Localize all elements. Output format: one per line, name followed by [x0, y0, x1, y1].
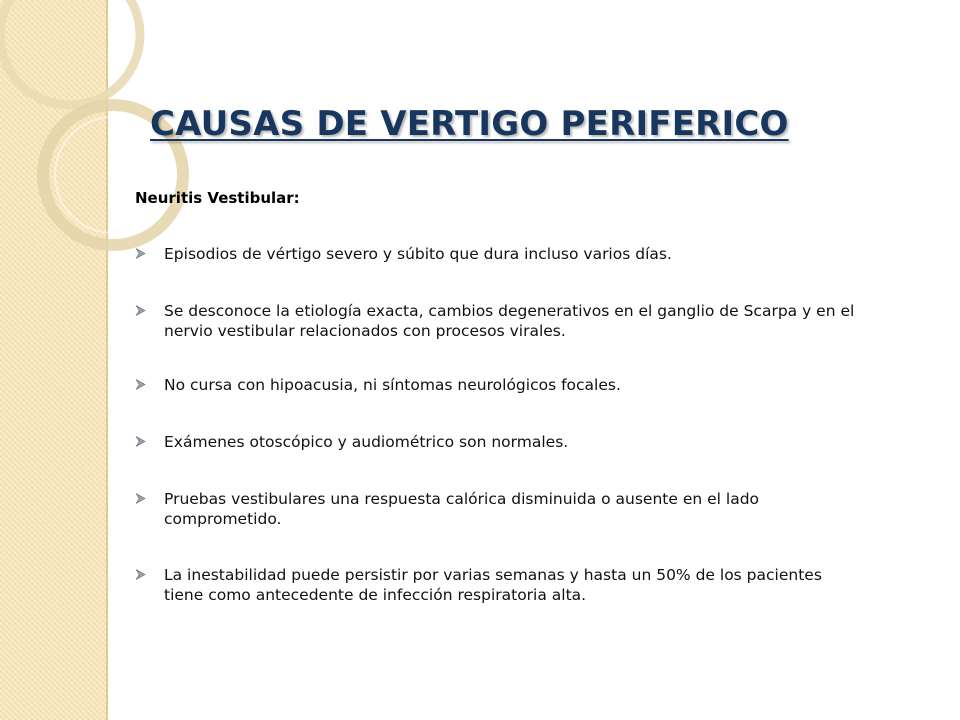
bullet-item: [135, 244, 855, 264]
bullet-list: [135, 244, 855, 605]
bullet-item: [135, 375, 855, 395]
bullet-item: [135, 489, 855, 529]
slide-title: CAUSAS DE VERTIGO PERIFERICO: [150, 104, 789, 144]
bullet-text: Se desconoce la etiología exacta, cambios degenerativos en el ganglio de Scarpa y en el nervio vestibular relacionados con procesos virales.: [164, 302, 855, 340]
bullet-item: [135, 432, 855, 452]
arrowhead-bullet-icon: [135, 301, 164, 316]
top-ring: [0, 0, 140, 105]
arrowhead-bullet-icon: [135, 375, 164, 390]
bullet-text: La inestabilidad puede persistir por varias semanas y hasta un 50% de los pacientes tiene como antecedente de infección respiratoria alta.: [164, 566, 822, 604]
section-subtitle: Neuritis Vestibular:: [135, 189, 300, 207]
arrowhead-bullet-icon: [135, 489, 164, 504]
bullet-text: No cursa con hipoacusia, ni síntomas neurológicos focales.: [164, 376, 621, 394]
bullet-text: Exámenes otoscópico y audiométrico son normales.: [164, 433, 569, 451]
bullet-item: [135, 565, 855, 605]
arrowhead-bullet-icon: [135, 565, 164, 580]
bullet-text: Episodios de vértigo severo y súbito que dura incluso varios días.: [164, 245, 672, 263]
bullet-item: [135, 301, 855, 341]
arrowhead-bullet-icon: [135, 244, 164, 259]
bullet-text: Pruebas vestibulares una respuesta calórica disminuida o ausente en el lado comprometido.: [164, 490, 760, 528]
arrowhead-bullet-icon: [135, 432, 164, 447]
